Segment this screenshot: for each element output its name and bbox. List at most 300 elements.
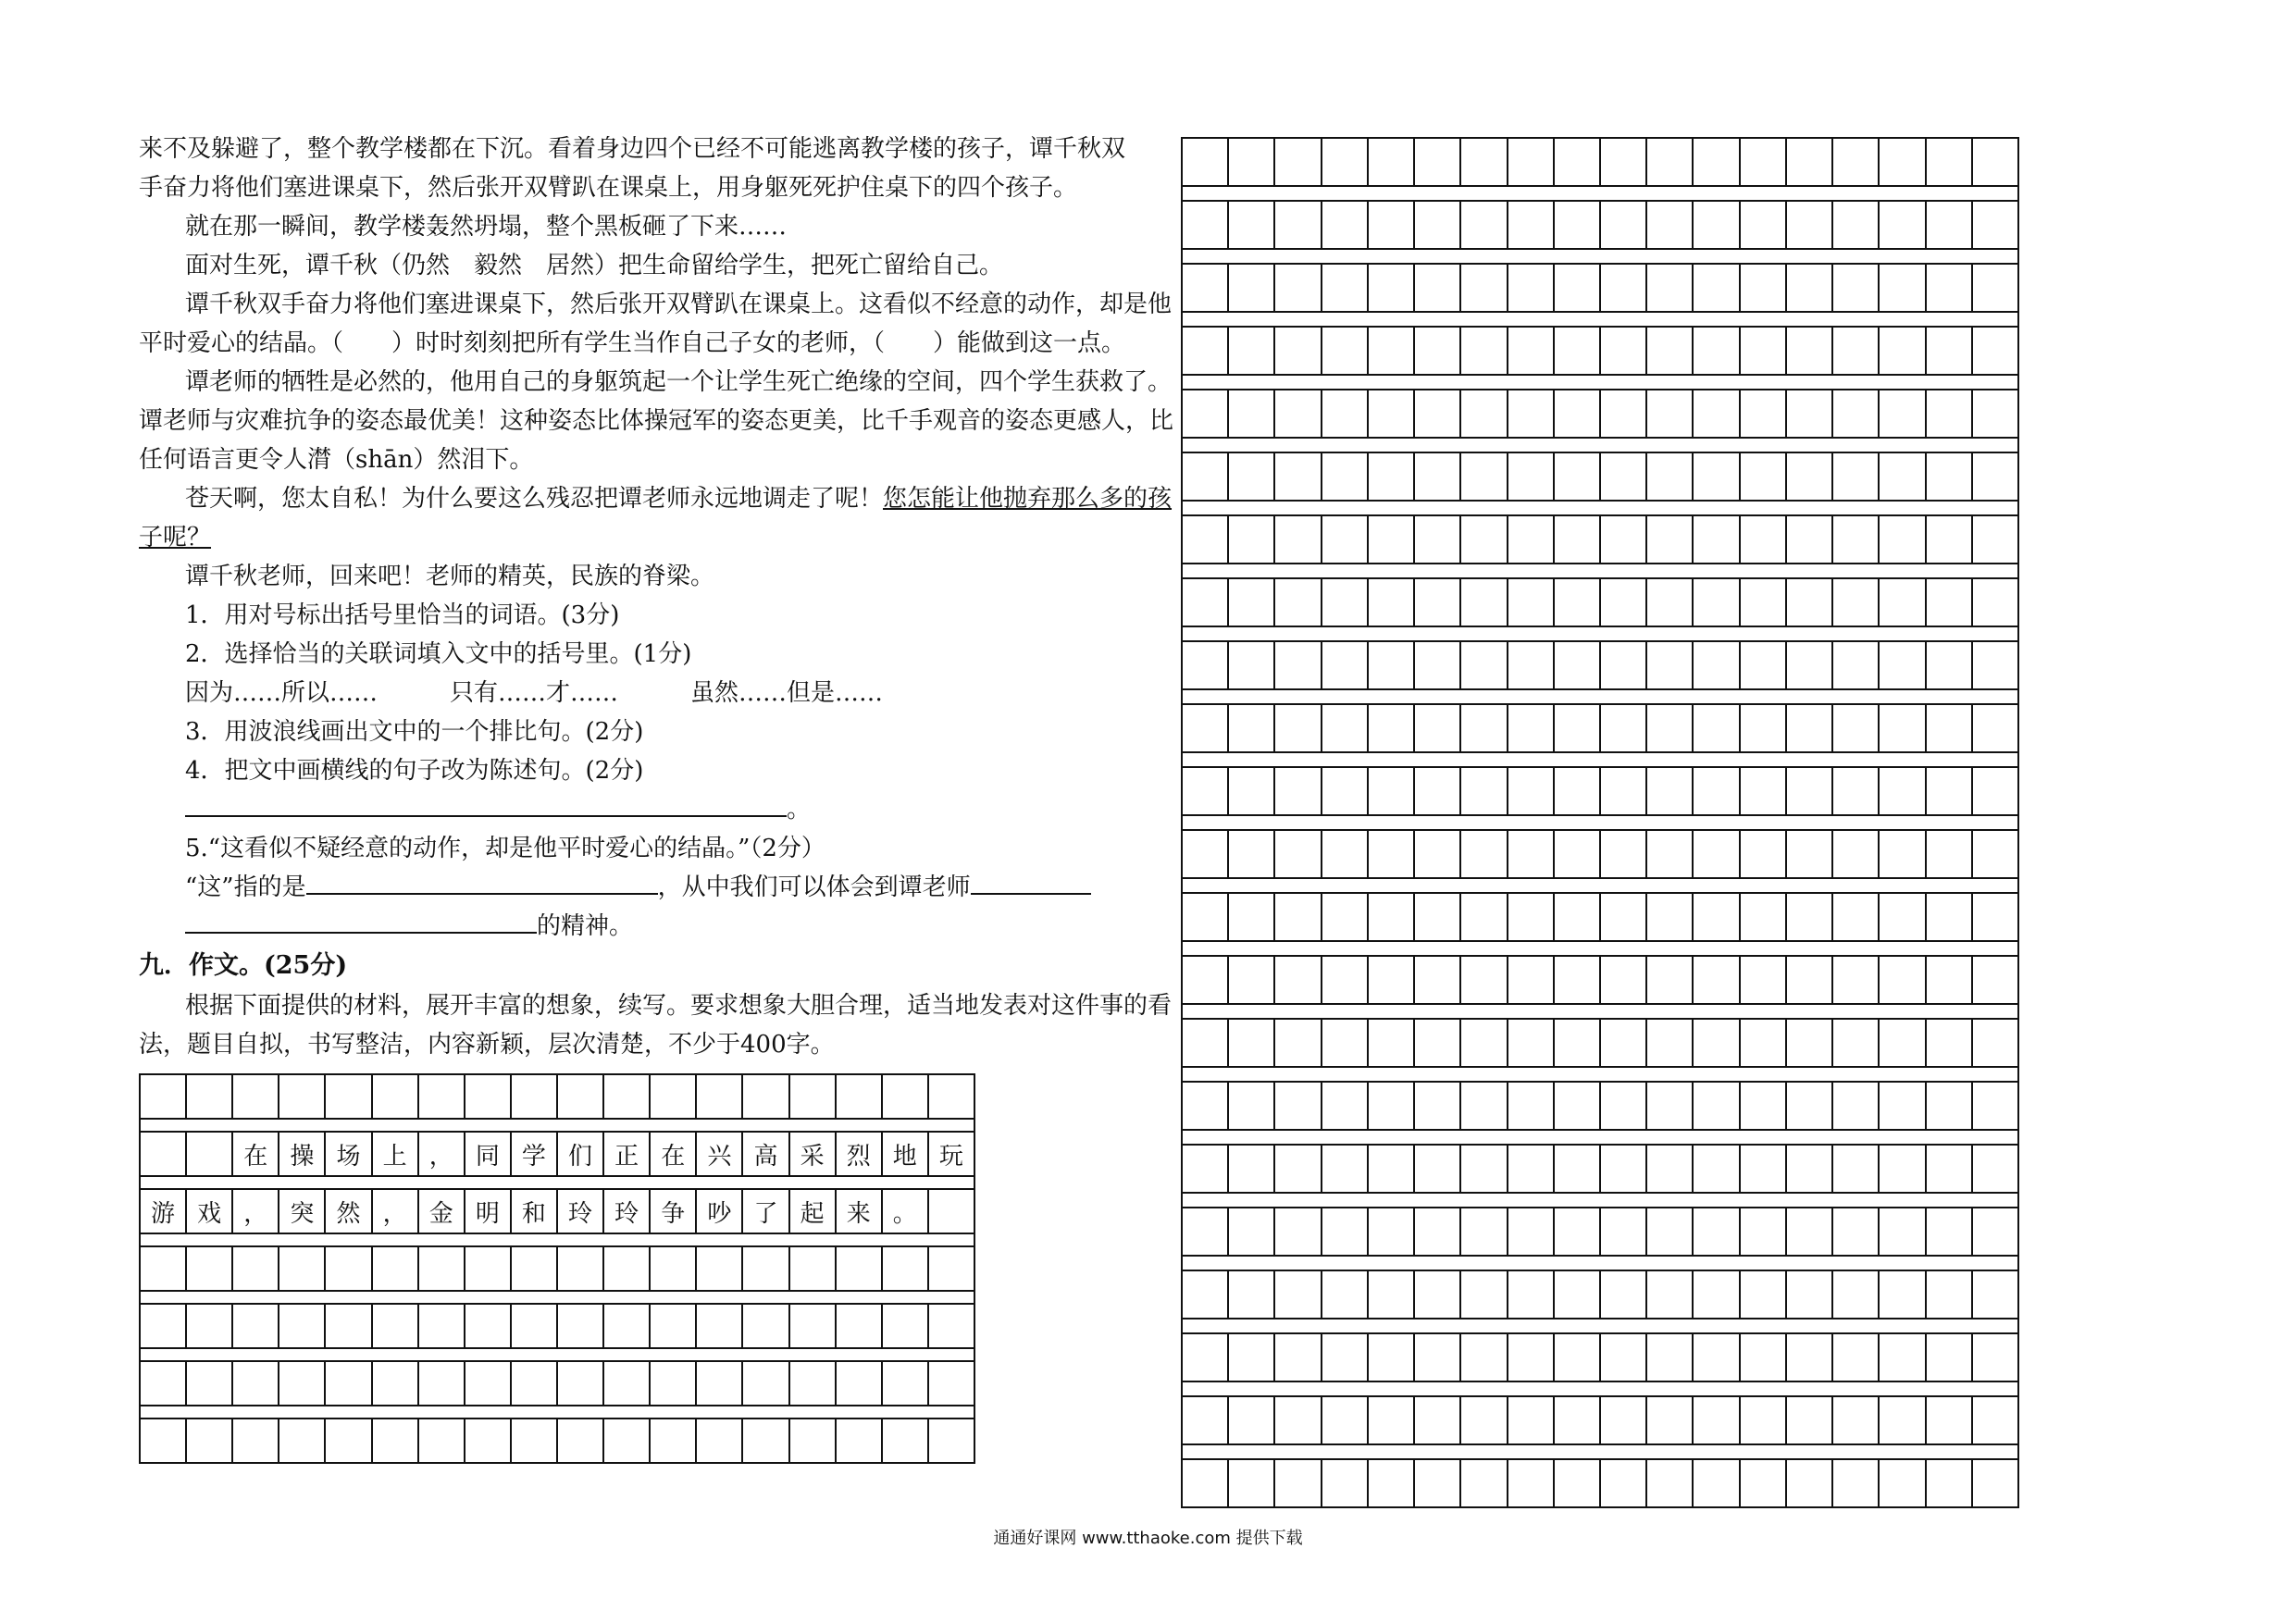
grid-cell[interactable] [1367,1334,1413,1381]
grid-cell[interactable] [1181,1334,1227,1381]
grid-cell[interactable] [1739,516,1785,563]
grid-cell[interactable]: 起 [788,1190,835,1233]
grid-cell[interactable] [1413,1146,1459,1192]
grid-cell[interactable]: 在 [231,1133,278,1175]
grid-cell[interactable] [1692,265,1738,311]
grid-cell[interactable] [1459,579,1506,626]
grid-cell[interactable] [1181,705,1227,751]
grid-cell[interactable] [1599,1208,1645,1255]
grid-cell[interactable] [695,1247,741,1290]
grid-cell[interactable] [1321,1334,1367,1381]
grid-cell[interactable] [1413,894,1459,940]
grid-cell[interactable] [231,1419,278,1462]
grid-cell[interactable] [1459,328,1506,374]
grid-cell[interactable] [1831,1208,1878,1255]
grid-cell[interactable]: 上 [371,1133,417,1175]
grid-cell[interactable] [1459,1460,1506,1506]
grid-cell[interactable] [1599,1271,1645,1318]
grid-cell[interactable] [788,1305,835,1347]
grid-cell[interactable] [1692,894,1738,940]
grid-cell[interactable] [1599,1334,1645,1381]
grid-cell[interactable] [1971,139,2019,185]
grid-cell[interactable] [1321,1397,1367,1443]
grid-cell[interactable] [1459,202,1506,248]
grid-cell[interactable] [1599,957,1645,1003]
grid-cell[interactable] [1925,1334,1971,1381]
grid-cell[interactable] [741,1247,788,1290]
grid-cell[interactable] [649,1075,695,1118]
grid-cell[interactable]: 同 [464,1133,510,1175]
grid-cell[interactable]: 然 [324,1190,370,1233]
grid-cell[interactable] [1692,516,1738,563]
grid-cell[interactable]: 玩 [927,1133,975,1175]
grid-cell[interactable] [1645,516,1692,563]
grid-cell[interactable] [1181,1460,1227,1506]
grid-cell[interactable] [1321,642,1367,688]
grid-cell[interactable] [1273,957,1320,1003]
grid-cell[interactable] [371,1075,417,1118]
grid-cell[interactable] [1227,516,1273,563]
grid-cell[interactable] [1878,894,1924,940]
grid-cell[interactable] [1273,453,1320,500]
grid-cell[interactable] [371,1305,417,1347]
grid-cell[interactable] [1227,831,1273,877]
grid-cell[interactable] [1507,768,1553,814]
grid-cell[interactable] [788,1419,835,1462]
grid-cell[interactable]: 玲 [556,1190,602,1233]
grid-cell[interactable] [1692,1271,1738,1318]
grid-cell[interactable] [1413,516,1459,563]
grid-cell[interactable] [1553,894,1599,940]
grid-cell[interactable] [1367,265,1413,311]
grid-cell[interactable]: 正 [602,1133,649,1175]
grid-cell[interactable] [1413,453,1459,500]
grid-cell[interactable] [1785,390,1831,437]
grid-cell[interactable] [1599,390,1645,437]
grid-cell[interactable] [1692,1020,1738,1066]
grid-cell[interactable] [1971,516,2019,563]
grid-cell[interactable] [1645,265,1692,311]
grid-cell[interactable] [1413,202,1459,248]
grid-cell[interactable] [1925,957,1971,1003]
grid-cell[interactable] [1878,1083,1924,1129]
grid-cell[interactable] [1739,705,1785,751]
grid-cell[interactable]: 游 [139,1190,185,1233]
grid-cell[interactable]: 们 [556,1133,602,1175]
grid-cell[interactable] [278,1305,324,1347]
grid-cell[interactable] [1645,768,1692,814]
grid-cell[interactable] [1227,1146,1273,1192]
grid-cell[interactable] [1645,705,1692,751]
grid-cell[interactable] [1553,1271,1599,1318]
grid-cell[interactable] [1321,1083,1367,1129]
grid-cell[interactable] [927,1247,975,1290]
grid-cell[interactable] [1785,516,1831,563]
grid-cell[interactable]: 兴 [695,1133,741,1175]
grid-cell[interactable] [1459,516,1506,563]
grid-cell[interactable] [1599,1020,1645,1066]
grid-cell[interactable] [1367,1083,1413,1129]
grid-cell[interactable] [788,1247,835,1290]
grid-cell[interactable]: 明 [464,1190,510,1233]
grid-cell[interactable] [1459,139,1506,185]
grid-cell[interactable] [1507,1208,1553,1255]
grid-cell[interactable] [1507,1083,1553,1129]
grid-cell[interactable] [1925,579,1971,626]
grid-cell[interactable]: 烈 [835,1133,881,1175]
grid-cell[interactable] [1459,1020,1506,1066]
grid-cell[interactable] [1459,642,1506,688]
grid-cell[interactable] [1692,1460,1738,1506]
grid-cell[interactable] [1367,1271,1413,1318]
grid-cell[interactable] [1553,1397,1599,1443]
grid-cell[interactable] [1599,1083,1645,1129]
grid-cell[interactable] [1553,579,1599,626]
grid-cell[interactable] [1925,1020,1971,1066]
grid-cell[interactable] [1925,202,1971,248]
grid-cell[interactable] [1645,894,1692,940]
grid-cell[interactable] [1878,705,1924,751]
grid-cell[interactable] [1971,1146,2019,1192]
grid-cell[interactable] [1739,139,1785,185]
answer-blank[interactable] [971,869,1091,895]
grid-cell[interactable] [1645,642,1692,688]
grid-cell[interactable]: 。 [881,1190,927,1233]
grid-cell[interactable]: 学 [510,1133,556,1175]
grid-cell[interactable] [1181,831,1227,877]
grid-cell[interactable] [1459,831,1506,877]
grid-cell[interactable] [1971,957,2019,1003]
grid-cell[interactable] [1459,768,1506,814]
grid-cell[interactable] [1181,516,1227,563]
grid-cell[interactable] [835,1419,881,1462]
grid-cell[interactable] [139,1247,185,1290]
grid-cell[interactable] [510,1075,556,1118]
grid-cell[interactable] [1692,202,1738,248]
grid-cell[interactable] [1878,957,1924,1003]
grid-cell[interactable] [1925,1460,1971,1506]
grid-cell[interactable] [1599,1397,1645,1443]
grid-cell[interactable] [1739,642,1785,688]
grid-cell[interactable] [1553,1208,1599,1255]
grid-cell[interactable] [1785,642,1831,688]
grid-cell[interactable] [881,1247,927,1290]
grid-cell[interactable] [1507,390,1553,437]
grid-cell[interactable] [1367,1208,1413,1255]
grid-cell[interactable] [1692,328,1738,374]
grid-cell[interactable] [1831,957,1878,1003]
grid-cell[interactable] [1831,831,1878,877]
grid-cell[interactable] [1367,957,1413,1003]
grid-cell[interactable] [1459,1271,1506,1318]
grid-cell[interactable] [1273,831,1320,877]
grid-cell[interactable] [1459,894,1506,940]
grid-cell[interactable] [1785,1271,1831,1318]
grid-cell[interactable] [1739,453,1785,500]
grid-cell[interactable] [1413,328,1459,374]
grid-cell[interactable] [1599,139,1645,185]
grid-cell[interactable] [1925,453,1971,500]
grid-cell[interactable] [1273,768,1320,814]
grid-cell[interactable] [1878,390,1924,437]
grid-cell[interactable] [1367,328,1413,374]
grid-cell[interactable] [1878,831,1924,877]
grid-cell[interactable] [1413,1271,1459,1318]
grid-cell[interactable] [556,1362,602,1405]
grid-cell[interactable] [1273,1397,1320,1443]
grid-cell[interactable] [1878,202,1924,248]
grid-cell[interactable] [1321,831,1367,877]
grid-cell[interactable] [1553,139,1599,185]
grid-cell[interactable] [464,1247,510,1290]
grid-cell[interactable] [1459,390,1506,437]
grid-cell[interactable] [1553,831,1599,877]
grid-cell[interactable] [1878,453,1924,500]
grid-cell[interactable] [1739,328,1785,374]
grid-cell[interactable] [1971,1208,2019,1255]
grid-cell[interactable] [1273,516,1320,563]
grid-cell[interactable] [835,1305,881,1347]
grid-cell[interactable] [1413,1334,1459,1381]
grid-cell[interactable] [1739,1397,1785,1443]
grid-cell[interactable] [185,1305,231,1347]
grid-cell[interactable]: 戏 [185,1190,231,1233]
grid-cell[interactable] [1785,453,1831,500]
grid-cell[interactable] [1227,1397,1273,1443]
grid-cell[interactable]: ， [417,1133,464,1175]
grid-cell[interactable]: 场 [324,1133,370,1175]
grid-cell[interactable] [1181,265,1227,311]
grid-cell[interactable]: 采 [788,1133,835,1175]
grid-cell[interactable] [1645,1208,1692,1255]
grid-cell[interactable] [1971,328,2019,374]
grid-cell[interactable] [1831,516,1878,563]
grid-cell[interactable] [1692,957,1738,1003]
grid-cell[interactable] [1553,1083,1599,1129]
grid-cell[interactable] [324,1247,370,1290]
grid-cell[interactable] [1925,831,1971,877]
grid-cell[interactable] [1692,1146,1738,1192]
grid-cell[interactable] [324,1362,370,1405]
grid-cell[interactable] [1459,1334,1506,1381]
grid-cell[interactable] [1831,1397,1878,1443]
grid-cell[interactable] [464,1419,510,1462]
grid-cell[interactable] [1413,642,1459,688]
grid-cell[interactable] [788,1362,835,1405]
grid-cell[interactable] [1692,139,1738,185]
grid-cell[interactable] [1785,1460,1831,1506]
grid-cell[interactable] [1553,642,1599,688]
grid-cell[interactable] [1459,1397,1506,1443]
grid-cell[interactable] [1413,1397,1459,1443]
grid-cell[interactable] [1227,705,1273,751]
grid-cell[interactable] [1321,265,1367,311]
grid-cell[interactable] [1273,705,1320,751]
grid-cell[interactable] [1321,516,1367,563]
grid-cell[interactable] [1739,1334,1785,1381]
grid-cell[interactable] [278,1247,324,1290]
grid-cell[interactable] [1692,1208,1738,1255]
grid-cell[interactable] [1367,1146,1413,1192]
grid-cell[interactable] [1413,705,1459,751]
grid-cell[interactable]: 争 [649,1190,695,1233]
grid-cell[interactable] [835,1075,881,1118]
grid-cell[interactable] [1599,705,1645,751]
grid-cell[interactable] [1273,1460,1320,1506]
grid-cell[interactable] [1181,390,1227,437]
grid-cell[interactable] [1645,453,1692,500]
grid-cell[interactable] [1507,642,1553,688]
grid-cell[interactable] [1785,328,1831,374]
grid-cell[interactable] [1831,1146,1878,1192]
grid-cell[interactable] [1459,265,1506,311]
grid-cell[interactable] [1227,894,1273,940]
grid-cell[interactable] [1181,202,1227,248]
grid-cell[interactable] [231,1075,278,1118]
grid-cell[interactable] [1181,1271,1227,1318]
grid-cell[interactable] [1785,957,1831,1003]
grid-cell[interactable] [1413,957,1459,1003]
grid-cell[interactable] [1507,1146,1553,1192]
grid-cell[interactable] [185,1247,231,1290]
grid-cell[interactable] [556,1247,602,1290]
grid-cell[interactable] [1507,1460,1553,1506]
grid-cell[interactable] [1645,579,1692,626]
grid-cell[interactable] [1831,1271,1878,1318]
grid-cell[interactable] [1971,1334,2019,1381]
grid-cell[interactable] [324,1305,370,1347]
grid-cell[interactable] [1227,579,1273,626]
grid-cell[interactable] [927,1362,975,1405]
grid-cell[interactable] [602,1362,649,1405]
grid-cell[interactable] [1925,705,1971,751]
grid-cell[interactable] [510,1419,556,1462]
grid-cell[interactable] [1507,139,1553,185]
grid-cell[interactable] [1692,768,1738,814]
grid-cell[interactable] [1321,1460,1367,1506]
grid-cell[interactable]: 在 [649,1133,695,1175]
grid-cell[interactable] [1553,705,1599,751]
grid-cell[interactable] [1181,1208,1227,1255]
grid-cell[interactable] [1692,453,1738,500]
grid-cell[interactable] [1831,1083,1878,1129]
grid-cell[interactable] [1181,139,1227,185]
grid-cell[interactable] [835,1362,881,1405]
grid-cell[interactable] [1273,328,1320,374]
grid-cell[interactable] [835,1247,881,1290]
grid-cell[interactable] [1831,1334,1878,1381]
grid-cell[interactable] [741,1362,788,1405]
grid-cell[interactable] [1599,1146,1645,1192]
grid-cell[interactable] [1273,894,1320,940]
grid-cell[interactable] [1507,265,1553,311]
grid-cell[interactable] [1831,579,1878,626]
grid-cell[interactable] [602,1419,649,1462]
grid-cell[interactable] [1831,139,1878,185]
grid-cell[interactable] [1367,1460,1413,1506]
grid-cell[interactable] [1785,768,1831,814]
grid-cell[interactable] [1692,1397,1738,1443]
grid-cell[interactable] [278,1362,324,1405]
grid-cell[interactable] [139,1133,185,1175]
grid-cell[interactable] [1553,516,1599,563]
grid-cell[interactable] [1227,265,1273,311]
grid-cell[interactable] [1321,139,1367,185]
grid-cell[interactable] [1459,1146,1506,1192]
grid-cell[interactable] [1181,1083,1227,1129]
grid-cell[interactable] [1367,1020,1413,1066]
grid-cell[interactable] [1645,957,1692,1003]
grid-cell[interactable] [1878,1460,1924,1506]
grid-cell[interactable] [1507,1397,1553,1443]
grid-cell[interactable] [1321,453,1367,500]
grid-cell[interactable] [1971,390,2019,437]
grid-cell[interactable] [1831,705,1878,751]
grid-cell[interactable] [1413,139,1459,185]
grid-cell[interactable] [185,1133,231,1175]
grid-cell[interactable] [695,1075,741,1118]
grid-cell[interactable] [1367,579,1413,626]
grid-cell[interactable] [1227,390,1273,437]
grid-cell[interactable] [417,1075,464,1118]
grid-cell[interactable] [1692,705,1738,751]
grid-cell[interactable] [1507,1020,1553,1066]
grid-cell[interactable] [1785,894,1831,940]
grid-cell[interactable] [1507,957,1553,1003]
grid-cell[interactable] [1273,1208,1320,1255]
grid-cell[interactable] [1181,579,1227,626]
grid-cell[interactable] [1227,1271,1273,1318]
grid-cell[interactable] [1553,328,1599,374]
grid-cell[interactable] [1925,1271,1971,1318]
grid-cell[interactable] [1971,202,2019,248]
grid-cell[interactable] [1507,894,1553,940]
grid-cell[interactable] [1181,453,1227,500]
grid-cell[interactable] [1878,1020,1924,1066]
grid-cell[interactable] [1227,1334,1273,1381]
grid-cell[interactable] [1599,768,1645,814]
grid-cell[interactable] [1692,390,1738,437]
grid-cell[interactable] [1739,1083,1785,1129]
grid-cell[interactable] [1831,453,1878,500]
grid-cell[interactable] [1739,1208,1785,1255]
grid-cell[interactable] [1971,768,2019,814]
grid-cell[interactable] [510,1362,556,1405]
grid-cell[interactable] [1645,1020,1692,1066]
grid-cell[interactable] [1831,1020,1878,1066]
grid-cell[interactable] [1831,390,1878,437]
grid-cell[interactable] [1507,1271,1553,1318]
grid-cell[interactable] [1785,831,1831,877]
grid-cell[interactable] [510,1247,556,1290]
grid-cell[interactable] [1459,705,1506,751]
grid-cell[interactable] [1227,1208,1273,1255]
grid-cell[interactable] [1227,1020,1273,1066]
grid-cell[interactable] [1925,139,1971,185]
grid-cell[interactable] [1599,202,1645,248]
grid-cell[interactable] [1645,1397,1692,1443]
grid-cell[interactable] [695,1362,741,1405]
grid-cell[interactable] [1599,453,1645,500]
grid-cell[interactable] [1785,1208,1831,1255]
grid-cell[interactable] [1507,705,1553,751]
grid-cell[interactable] [1971,265,2019,311]
grid-cell[interactable] [1971,705,2019,751]
grid-cell[interactable] [185,1419,231,1462]
grid-cell[interactable] [1273,579,1320,626]
grid-cell[interactable] [185,1075,231,1118]
grid-cell[interactable] [741,1419,788,1462]
